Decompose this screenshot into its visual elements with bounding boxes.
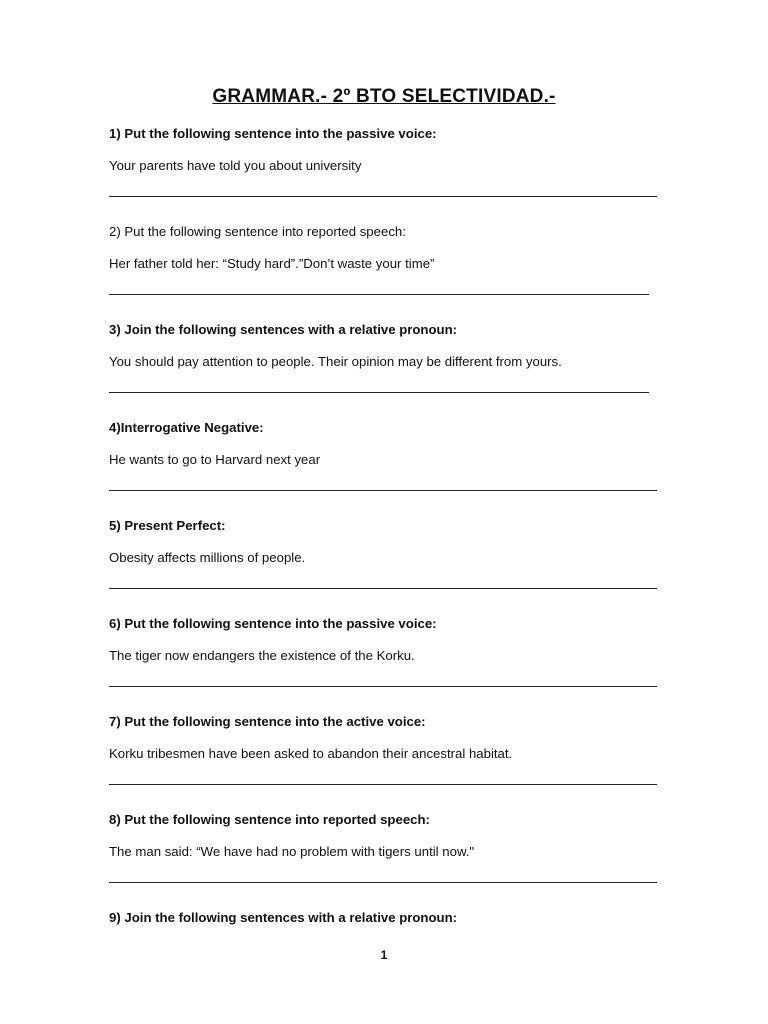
answer-line[interactable] bbox=[109, 686, 657, 687]
exercise-question: 3) Join the following sentences with a relative pronoun: bbox=[109, 322, 458, 337]
answer-line[interactable] bbox=[109, 882, 657, 883]
exercise-question: 5) Present Perfect: bbox=[109, 518, 226, 533]
page-number: 1 bbox=[380, 948, 388, 962]
page-title: GRAMMAR.- 2º BTO SELECTIVIDAD.- bbox=[212, 86, 556, 107]
exercise-7 bbox=[109, 714, 669, 785]
exercise-sentence: Her father told her: “Study hard”.”Don’t waste your time” bbox=[109, 256, 435, 271]
exercise-sentence: He wants to go to Harvard next year bbox=[109, 452, 321, 467]
exercise-question: 4)Interrogative Negative: bbox=[109, 420, 264, 435]
exercise-sentence: The man said: “We have had no problem with tigers until now." bbox=[109, 844, 475, 859]
exercise-question: 1) Put the following sentence into the passive voice: bbox=[109, 126, 437, 141]
exercise-sentence: Your parents have told you about university bbox=[109, 158, 362, 173]
exercise-8 bbox=[109, 812, 669, 883]
exercise-sentence: Obesity affects millions of people. bbox=[109, 550, 306, 565]
answer-line[interactable] bbox=[109, 392, 649, 393]
exercise-4 bbox=[109, 420, 669, 491]
exercise-question: 8) Put the following sentence into reported speech: bbox=[109, 812, 430, 827]
answer-line[interactable] bbox=[109, 784, 657, 785]
exercise-5 bbox=[109, 518, 669, 589]
exercise-question: 2) Put the following sentence into reported speech: bbox=[109, 224, 406, 239]
exercise-sentence: Korku tribesmen have been asked to abandon their ancestral habitat. bbox=[109, 746, 513, 761]
exercise-question: 9) Join the following sentences with a relative pronoun: bbox=[109, 910, 458, 925]
exercise-1 bbox=[109, 126, 669, 197]
exercise-2 bbox=[109, 224, 669, 295]
answer-line[interactable] bbox=[109, 196, 657, 197]
exercise-sentence: You should pay attention to people. Their opinion may be different from yours. bbox=[109, 354, 562, 369]
exercise-question: 7) Put the following sentence into the active voice: bbox=[109, 714, 426, 729]
exercise-6 bbox=[109, 616, 669, 687]
exercise-3 bbox=[109, 322, 669, 393]
exercise-sentence: The tiger now endangers the existence of the Korku. bbox=[109, 648, 415, 663]
exercise-9 bbox=[109, 910, 669, 926]
exercise-question: 6) Put the following sentence into the passive voice: bbox=[109, 616, 437, 631]
answer-line[interactable] bbox=[109, 588, 657, 589]
answer-line[interactable] bbox=[109, 490, 657, 491]
answer-line[interactable] bbox=[109, 294, 649, 295]
